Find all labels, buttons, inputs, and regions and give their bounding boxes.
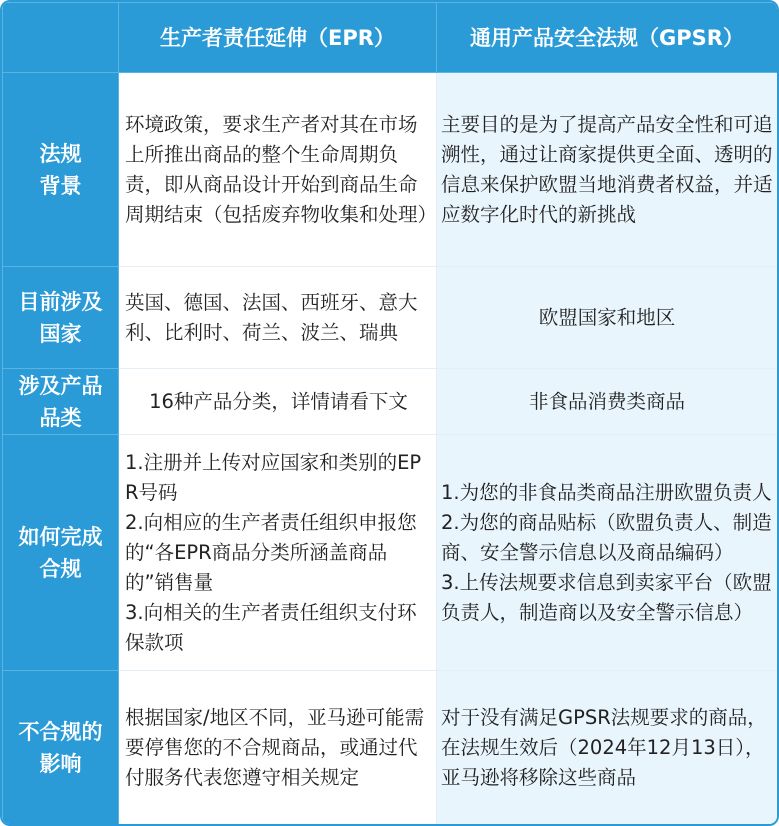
header-epr: 生产者责任延伸（EPR） [119, 3, 437, 73]
table-row [3, 369, 778, 435]
row-label-countries: 目前涉及 国家 [3, 267, 119, 369]
table-row [3, 671, 778, 825]
table-row [3, 267, 778, 369]
row-label-categories: 涉及产品 品类 [3, 369, 119, 435]
epr-impact-cell: 根据国家/地区不同，亚马逊可能需要停售您的不合规商品，或通过代付服务代表您遵守相关规定 [119, 671, 437, 825]
gpsr-background-cell: 主要目的是为了提高产品安全性和可追溯性，通过让商家提供更全面、透明的信息来保护欧盟当地消费者权益，并适应数字化时代的新挑战 [437, 73, 778, 267]
row-label-background: 法规 背景 [3, 73, 119, 267]
row-label-compliance: 如何完成 合规 [3, 435, 119, 671]
epr-gpsr-comparison-table [2, 2, 778, 825]
header-row [3, 3, 778, 73]
corner-cell [3, 3, 119, 73]
gpsr-countries-cell: 欧盟国家和地区 [437, 267, 778, 369]
gpsr-compliance-cell: 1.为您的非食品类商品注册欧盟负责人 2.为您的商品贴标（欧盟负责人、制造商、安全警示信息以及商品编码） 3.上传法规要求信息到卖家平台（欧盟负责人，制造商以及安全警示信息） [437, 435, 778, 671]
gpsr-impact-cell: 对于没有满足GPSR法规要求的商品，在法规生效后（2024年12月13日），亚马逊将移除这些商品 [437, 671, 778, 825]
epr-background-cell: 环境政策，要求生产者对其在市场上所推出商品的整个生命周期负责，即从商品设计开始到商品生命周期结束（包括废弃物收集和处理） [119, 73, 437, 267]
header-gpsr: 通用产品安全法规（GPSR） [437, 3, 778, 73]
gpsr-categories-cell: 非食品消费类商品 [437, 369, 778, 435]
table-row [3, 73, 778, 267]
epr-categories-cell: 16种产品分类，详情请看下文 [119, 369, 437, 435]
epr-countries-cell: 英国、德国、法国、西班牙、意大利、比利时、荷兰、波兰、瑞典 [119, 267, 437, 369]
epr-compliance-cell: 1.注册并上传对应国家和类别的EPR号码 2.向相应的生产者责任组织申报您的“各EPR商品分类所涵盖商品的”销售量 3.向相关的生产者责任组织支付环保款项 [119, 435, 437, 671]
table-row [3, 435, 778, 671]
row-label-impact: 不合规的 影响 [3, 671, 119, 825]
